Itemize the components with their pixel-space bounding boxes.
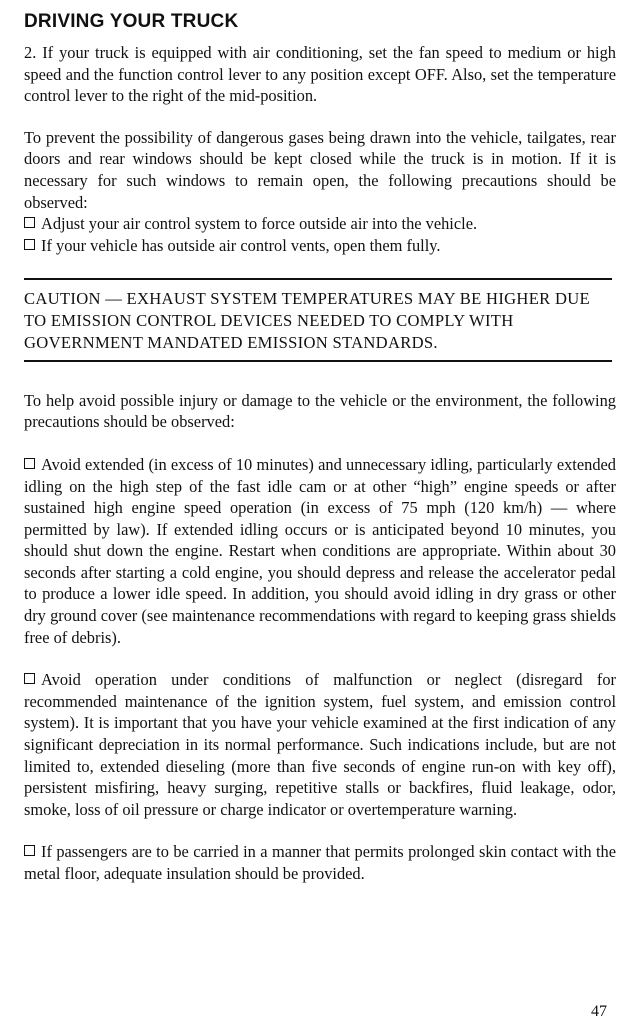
precaution-text: Avoid extended (in excess of 10 minutes) and unnecessary idling, particularly extended idling on the high step of the fast idle cam or at other “high” engine speeds or after sustained high engine speed operation (in excess of 75 mph (120 km/h) — where permitted by law). If extended idling occurs or is anticipated beyond 10 minutes, you should shut down the engine. Restart when conditions are appropriate. Within about 30 seconds after starting a cold engine, you should depress and release the accelerator pedal to produce a lower idle speed. In addition, you should avoid idling in dry grass or other dry ground cover (see maintenance recommendations with regard to keeping grass shields free of debris). — [24, 454, 616, 647]
precaution-text: Avoid operation under conditions of malfunction or neglect (disregard for recommended maintenance of the ignition system, fuel system, and emission control system). It is important that you have your vehicle examined at the first indication of any significant depreciation in its normal performance. Such indications include, but are not limited to, extended dieseling (more than five seconds of engine run-on with key off), persistent misfiring, heavy surging, repetitive stalls or backfires, fluid leakage, odor, smoke, loss of oil pressure or charge indicator or overtemperature warning. — [24, 670, 616, 819]
checkbox-square-icon — [24, 217, 35, 228]
gases-bullet-text: If your vehicle has outside air control vents, open them fully. — [41, 235, 441, 255]
gases-bullet-text: Adjust your air control system to force outside air into the vehicle. — [41, 214, 478, 234]
precautions-intro: To help avoid possible injury or damage to the vehicle or the environment, the following precautions should be observed: — [24, 390, 616, 432]
precaution-item — [24, 669, 616, 820]
checkbox-square-icon — [24, 845, 35, 856]
checkbox-square-icon — [24, 239, 35, 250]
checkbox-square-icon — [24, 458, 35, 469]
intro-paragraph: 2. If your truck is equipped with air conditioning, set the fan speed to medium or high speed and the function control lever to any position except OFF. Also, set the temperature control lever to the right of the mid-position. — [24, 43, 616, 106]
gases-paragraph: To prevent the possibility of dangerous gases being drawn into the vehicle, tailgates, rear doors and rear windows should be kept closed while the truck is in motion. If it is necessary for such windows to remain open, the following precautions should be observed: — [24, 127, 616, 212]
caution-notice: CAUTION — EXHAUST SYSTEM TEMPERATURES MAY BE HIGHER DUE TO EMISSION CONTROL DEVICES NEEDED TO COMPLY WITH GOVERNMENT MANDATED EMISSION STANDARDS. — [24, 289, 590, 352]
manual-page — [24, 10, 616, 885]
checkbox-square-icon — [24, 673, 35, 684]
precaution-item — [24, 841, 616, 884]
gases-bullet — [24, 213, 616, 235]
caution-top-rule — [24, 278, 612, 280]
page-number: 47 — [591, 1003, 607, 1020]
page-heading: DRIVING YOUR TRUCK — [24, 11, 239, 32]
gases-bullet — [24, 235, 616, 257]
precaution-text: If passengers are to be carried in a manner that permits prolonged skin contact with the metal floor, adequate insulation should be provided. — [24, 842, 616, 884]
precaution-item — [24, 454, 616, 648]
